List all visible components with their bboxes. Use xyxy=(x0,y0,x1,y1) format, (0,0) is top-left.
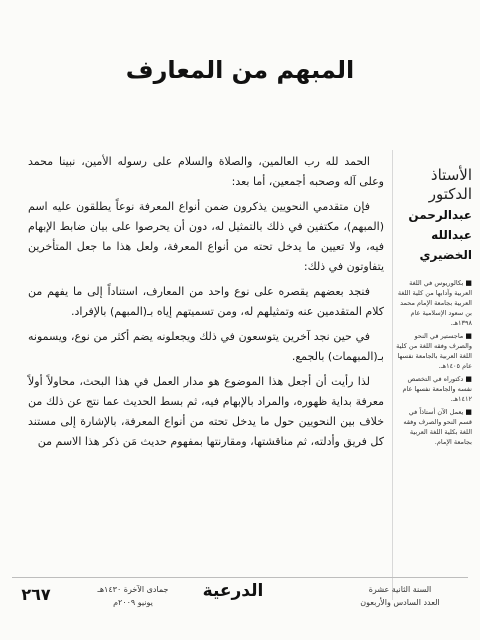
article-title: المبهم من المعارف xyxy=(125,56,355,84)
footer-issue-info xyxy=(350,583,450,609)
author-bio-text: دكتوراه في التخصص نفسه والجامعة نفسها عام ١٤١٢هـ. xyxy=(402,375,472,403)
footer-issue-number: العدد السادس والأربعون xyxy=(360,598,440,607)
author-name-line3: الخضيري xyxy=(419,248,472,262)
column-divider xyxy=(392,150,393,600)
author-bio-text: بكالوريوس في اللغة العربية وآدابها من كلية اللغة العربية بجامعة الإمام محمد بن سعود الإسلامية عام ١٣٩٨هـ. xyxy=(397,279,472,327)
author-bio-item xyxy=(396,278,472,328)
body-paragraph: الحمد لله رب العالمين، والصلاة والسلام على رسوله الأمين، نبينا محمد وعلى آله وصحبه أجمعين، أما بعد: xyxy=(28,155,384,188)
author-rank-line2: الدكتور xyxy=(428,185,472,203)
body-paragraph: في حين نجد آخرين يتوسعون في ذلك ويجعلونه يضم أكثر من نوع، ويسمونه بـ(المبهمات) بالجمع. xyxy=(28,330,384,363)
footer-issue-year: السنة الثانية عشرة xyxy=(368,585,432,594)
body-paragraph: فنجد بعضهم يقصره على نوع واحد من المعارف، استناداً إلى ما يفهم من كلام المتقدمين عنه وتمثيلهم له، ومن تسميتهم إياه بـ(المبهم) بالإفراد. xyxy=(28,285,384,318)
author-name-line1: عبدالرحمن xyxy=(408,208,472,222)
footer-rule xyxy=(12,577,468,578)
author-bio xyxy=(396,278,472,447)
article-body xyxy=(28,152,384,457)
journal-logo: الدرعية xyxy=(202,581,264,601)
author-bio-item xyxy=(396,331,472,371)
author-rank-line1: الأستاذ xyxy=(430,166,472,184)
footer-date-info xyxy=(88,583,178,609)
page-footer xyxy=(0,577,480,627)
page-number: ٢٦٧ xyxy=(21,585,51,604)
author-name-line2: عبدالله xyxy=(431,228,472,242)
author-bio-item xyxy=(396,374,472,404)
body-paragraph: لذا رأيت أن أجعل هذا الموضوع هو مدار العمل في هذا البحث، محاولاً أولاً معرفة بداية ظهوره، والمراد بالإبهام فيه، ثم بسط الحديث عما نتج عن ذلك من خلاف بين النحويين حول ما يدخل تحته من أنواع المعرفة، بالإشارة إلى مستند كل فريق وأدلته، ثم مناقشتها، ومقارنتها بمفهوم حديث مَن ذكر هذا الاسم من xyxy=(28,375,384,448)
body-paragraph: فإن متقدمي النحويين يذكرون ضمن أنواع المعرفة نوعاً يطلقون عليه اسم (المبهم)، مكتفين في ذلك بالتمثيل له، دون أن يحرصوا على بيان ضابط الإبهام فيه، ولا تعيين ما يدخل تحته من أنواع المعرفة، ولعل هذا ما جعل المتأخرين يتفاوتون في ذلك: xyxy=(28,200,384,273)
author-bio-text: ماجستير في النحو والصرف وفقه اللغة من كلية اللغة العربية بالجامعة نفسها عام ١٤٠٥هـ. xyxy=(396,332,472,370)
bullet-icon: ■ xyxy=(465,332,472,340)
author-sidebar xyxy=(396,166,472,450)
footer-date-gregorian: يونيو ٢٠٠٩م xyxy=(113,598,153,607)
footer-date-hijri: جمادى الآخرة ١٤٣٠هـ xyxy=(97,585,169,594)
author-bio-item xyxy=(396,407,472,447)
bullet-icon: ■ xyxy=(465,408,472,416)
bullet-icon: ■ xyxy=(465,279,472,287)
bullet-icon: ■ xyxy=(465,375,472,383)
author-bio-text: يعمل الآن أستاذاً في قسم النحو والصرف وفقه اللغة بكلية اللغة العربية بجامعة الإمام. xyxy=(403,408,472,446)
